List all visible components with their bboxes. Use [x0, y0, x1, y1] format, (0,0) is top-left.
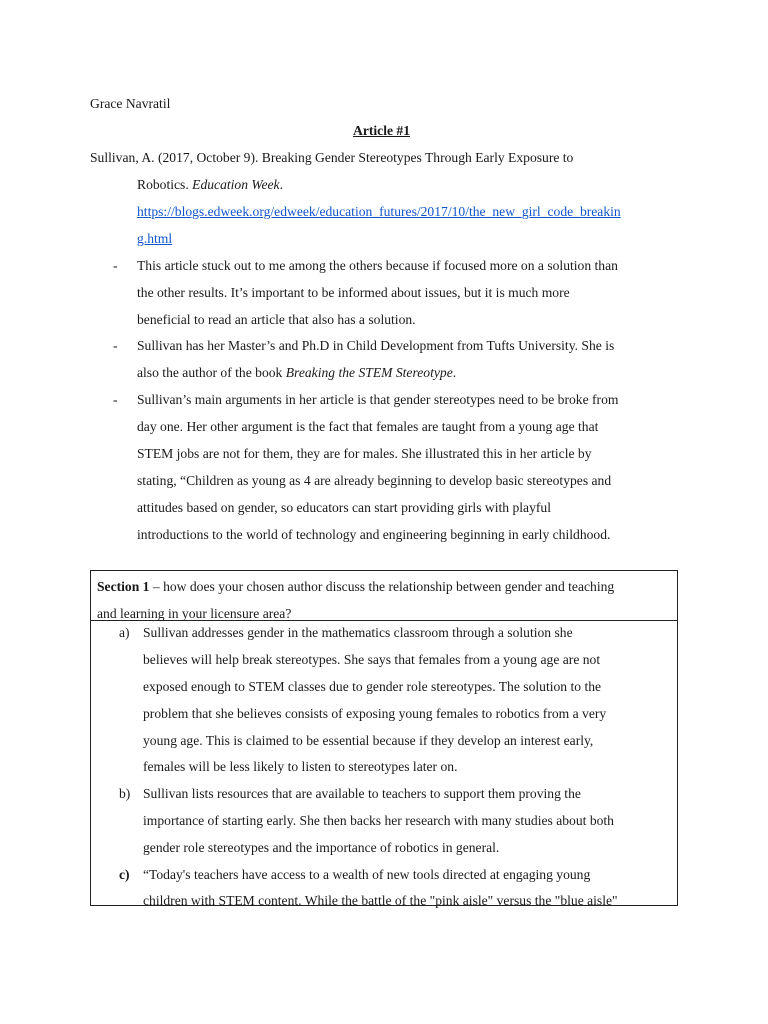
answer-a-line-5: young age. This is claimed to be essential because if they develop an interest early, — [143, 733, 594, 748]
answer-a-line-2: believes will help break stereotypes. She says that females from a young age are not — [143, 652, 601, 667]
bullet-3-line-5: attitudes based on gender, so educators can start providing girls with playful — [137, 500, 551, 515]
answer-a-line-4: problem that she believes consists of exposing young females to robotics from a very — [143, 706, 607, 721]
answer-b-line-1: Sullivan lists resources that are available to teachers to support them proving the — [143, 786, 581, 801]
bullet-2-line-1: Sullivan has her Master’s and Ph.D in Child Development from Tufts University. She is — [137, 338, 615, 353]
answer-a-line-3: exposed enough to STEM classes due to gender role stereotypes. The solution to the — [143, 679, 602, 694]
citation-url-line-1[interactable]: https://blogs.edweek.org/edweek/education_futures/2017/10/the_new_girl_code_breakin — [137, 204, 621, 219]
answer-marker: b) — [119, 786, 131, 801]
section-prompt-line-1 — [97, 578, 614, 595]
answer-c-line-1: “Today's teachers have access to a wealth of new tools directed at engaging young — [143, 867, 591, 882]
book-title: Breaking the STEM Stereotype — [285, 365, 453, 380]
bullet-3-line-1: Sullivan’s main arguments in her article is that gender stereotypes need to be broke from — [137, 392, 619, 407]
citation-line-2 — [137, 176, 283, 193]
bullet-3-line-4: stating, “Children as young as 4 are already beginning to develop basic stereotypes and — [137, 473, 612, 488]
answer-b-line-3: gender role stereotypes and the importance of robotics in general. — [143, 840, 500, 855]
article-heading: Article #1 — [353, 123, 410, 138]
answer-c-line-2: children with STEM content. While the battle of the "pink aisle" versus the "blue aisle" — [143, 893, 618, 908]
bullet-1-line-3: beneficial to read an article that also has a solution. — [137, 312, 416, 327]
citation-url-line-2[interactable]: g.html — [137, 231, 173, 246]
bullet-2-line-2 — [137, 364, 456, 381]
answer-a-line-6: females will be less likely to listen to stereotypes later on. — [143, 759, 458, 774]
bullet-marker: - — [113, 338, 118, 353]
citation-prefix: Robotics. — [137, 177, 193, 192]
author-name: Grace Navratil — [90, 96, 171, 111]
citation-suffix: . — [279, 177, 283, 192]
journal-name: Education Week — [192, 177, 280, 192]
bullet-2-suffix: . — [452, 365, 457, 380]
answer-b-line-2: importance of starting early. She then backs her research with many studies about both — [143, 813, 614, 828]
section-prompt-line-2: and learning in your licensure area? — [97, 606, 292, 621]
bullet-3-line-6: introductions to the world of technology and engineering beginning in early childhood. — [137, 527, 611, 542]
bullet-3-line-3: STEM jobs are not for them, they are for males. She illustrated this in her article by — [137, 446, 592, 461]
citation-line-1: Sullivan, A. (2017, October 9). Breaking Gender Stereotypes Through Early Exposure to — [90, 150, 574, 165]
answer-marker: a) — [119, 625, 130, 640]
answer-a-line-1: Sullivan addresses gender in the mathematics classroom through a solution she — [143, 625, 573, 640]
bullet-marker: - — [113, 392, 118, 407]
bullet-1-line-1: This article stuck out to me among the others because if focused more on a solution than — [137, 258, 618, 273]
answer-marker: c) — [119, 867, 130, 882]
section-prompt-text: – how does your chosen author discuss the relationship between gender and teaching — [149, 579, 615, 594]
bullet-marker: - — [113, 258, 118, 273]
bullet-2-prefix: also the author of the book — [137, 365, 286, 380]
bullet-3-line-2: day one. Her other argument is the fact that females are taught from a young age that — [137, 419, 599, 434]
bullet-1-line-2: the other results. It’s important to be informed about issues, but it is much more — [137, 285, 570, 300]
section-label: Section 1 — [97, 579, 150, 594]
